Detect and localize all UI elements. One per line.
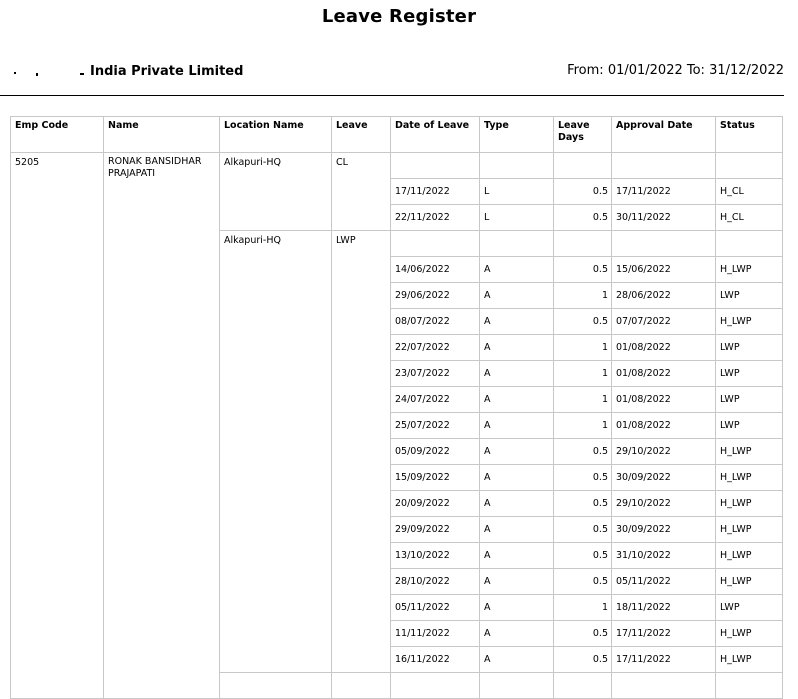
approval-date: 29/10/2022 [612, 439, 716, 465]
leave-days: 0.5 [554, 491, 612, 517]
leave-days: 0.5 [554, 621, 612, 647]
leave-register-table [10, 116, 783, 699]
approval-date: 29/10/2022 [612, 491, 716, 517]
date-of-leave: 13/10/2022 [391, 543, 480, 569]
date-of-leave: 08/07/2022 [391, 309, 480, 335]
employee-name: RONAK BANSIDHAR PRAJAPATI [104, 153, 220, 699]
date-of-leave: 17/11/2022 [391, 179, 480, 205]
leave-days: 1 [554, 387, 612, 413]
approval-date: 07/07/2022 [612, 309, 716, 335]
leave-entry-type: A [480, 413, 554, 439]
approval-date: 28/06/2022 [612, 283, 716, 309]
date-of-leave: 29/09/2022 [391, 517, 480, 543]
empty-cell [391, 153, 480, 179]
column-header-status: Status [716, 117, 783, 153]
leave-entry-type: A [480, 491, 554, 517]
approval-date: 30/09/2022 [612, 465, 716, 491]
emp-code: 5205 [11, 153, 104, 699]
leave-days: 0.5 [554, 205, 612, 231]
status: H_LWP [716, 517, 783, 543]
date-of-leave: 22/11/2022 [391, 205, 480, 231]
column-header-emp-code: Emp Code [11, 117, 104, 153]
approval-date: 01/08/2022 [612, 361, 716, 387]
location-name: Alkapuri-HQ [220, 153, 332, 231]
leave-entry-type: A [480, 569, 554, 595]
column-header-date-of-leave: Date of Leave [391, 117, 480, 153]
approval-date: 17/11/2022 [612, 647, 716, 673]
empty-cell [480, 231, 554, 257]
date-of-leave: 29/06/2022 [391, 283, 480, 309]
column-header-location-name: Location Name [220, 117, 332, 153]
leave-entry-type: A [480, 517, 554, 543]
approval-date: 01/08/2022 [612, 335, 716, 361]
status: LWP [716, 413, 783, 439]
status: H_LWP [716, 543, 783, 569]
leave-entry-type: A [480, 257, 554, 283]
group-row [11, 153, 783, 179]
empty-cell [480, 153, 554, 179]
leave-entry-type: A [480, 647, 554, 673]
leave-entry-type: A [480, 335, 554, 361]
header-divider [0, 95, 784, 96]
empty-cell [554, 231, 612, 257]
approval-date: 31/10/2022 [612, 543, 716, 569]
date-of-leave: 25/07/2022 [391, 413, 480, 439]
date-of-leave: 05/09/2022 [391, 439, 480, 465]
approval-date: 01/08/2022 [612, 413, 716, 439]
status: H_LWP [716, 257, 783, 283]
empty-cell [220, 673, 332, 699]
empty-cell [612, 231, 716, 257]
empty-cell [612, 673, 716, 699]
date-of-leave: 22/07/2022 [391, 335, 480, 361]
leave-entry-type: A [480, 439, 554, 465]
column-header-approval-date: Approval Date [612, 117, 716, 153]
column-header-leave-days: Leave Days [554, 117, 612, 153]
company-name [10, 64, 243, 79]
status: LWP [716, 335, 783, 361]
leave-type: CL [332, 153, 391, 231]
approval-date: 18/11/2022 [612, 595, 716, 621]
leave-days: 0.5 [554, 439, 612, 465]
leave-days: 0.5 [554, 257, 612, 283]
leave-days: 1 [554, 283, 612, 309]
leave-entry-type: A [480, 283, 554, 309]
approval-date: 15/06/2022 [612, 257, 716, 283]
status: H_LWP [716, 621, 783, 647]
status: LWP [716, 387, 783, 413]
approval-date: 17/11/2022 [612, 179, 716, 205]
leave-entry-type: L [480, 205, 554, 231]
leave-entry-type: A [480, 361, 554, 387]
empty-cell [716, 153, 783, 179]
status: H_LWP [716, 647, 783, 673]
leave-entry-type: L [480, 179, 554, 205]
leave-entry-type: A [480, 621, 554, 647]
leave-entry-type: A [480, 465, 554, 491]
company-name-text: India Private Limited [90, 64, 244, 79]
leave-days: 0.5 [554, 569, 612, 595]
empty-cell [480, 673, 554, 699]
date-of-leave: 15/09/2022 [391, 465, 480, 491]
status: LWP [716, 283, 783, 309]
approval-date: 30/09/2022 [612, 517, 716, 543]
empty-cell [716, 231, 783, 257]
report-period: From: 01/01/2022 To: 31/12/2022 [567, 63, 784, 78]
leave-entry-type: A [480, 595, 554, 621]
approval-date: 05/11/2022 [612, 569, 716, 595]
column-header-name: Name [104, 117, 220, 153]
status: H_CL [716, 205, 783, 231]
leave-days: 1 [554, 361, 612, 387]
status: H_LWP [716, 465, 783, 491]
leave-entry-type: A [480, 543, 554, 569]
empty-cell [554, 153, 612, 179]
empty-cell [554, 673, 612, 699]
leave-entry-type: A [480, 387, 554, 413]
date-of-leave: 14/06/2022 [391, 257, 480, 283]
date-of-leave: 28/10/2022 [391, 569, 480, 595]
status: H_CL [716, 179, 783, 205]
leave-days: 1 [554, 595, 612, 621]
column-header-leave: Leave [332, 117, 391, 153]
status: H_LWP [716, 439, 783, 465]
date-of-leave: 24/07/2022 [391, 387, 480, 413]
status: H_LWP [716, 309, 783, 335]
status: H_LWP [716, 569, 783, 595]
location-name: Alkapuri-HQ [220, 231, 332, 673]
column-header-type: Type [480, 117, 554, 153]
empty-cell [391, 231, 480, 257]
date-of-leave: 11/11/2022 [391, 621, 480, 647]
table-header-row [11, 117, 783, 153]
date-of-leave: 05/11/2022 [391, 595, 480, 621]
status: H_LWP [716, 491, 783, 517]
date-of-leave: 23/07/2022 [391, 361, 480, 387]
redacted-company-prefix [10, 66, 88, 78]
leave-days: 0.5 [554, 647, 612, 673]
leave-days: 1 [554, 413, 612, 439]
leave-days: 0.5 [554, 517, 612, 543]
date-of-leave: 16/11/2022 [391, 647, 480, 673]
approval-date: 30/11/2022 [612, 205, 716, 231]
leave-days: 0.5 [554, 465, 612, 491]
date-of-leave: 20/09/2022 [391, 491, 480, 517]
empty-cell [716, 673, 783, 699]
approval-date: 17/11/2022 [612, 621, 716, 647]
leave-days: 0.5 [554, 179, 612, 205]
report-title: Leave Register [321, 6, 477, 27]
leave-days: 0.5 [554, 309, 612, 335]
leave-days: 0.5 [554, 543, 612, 569]
status: LWP [716, 361, 783, 387]
leave-days: 1 [554, 335, 612, 361]
leave-type: LWP [332, 231, 391, 673]
empty-cell [332, 673, 391, 699]
empty-cell [391, 673, 480, 699]
empty-cell [612, 153, 716, 179]
leave-entry-type: A [480, 309, 554, 335]
approval-date: 01/08/2022 [612, 387, 716, 413]
status: LWP [716, 595, 783, 621]
